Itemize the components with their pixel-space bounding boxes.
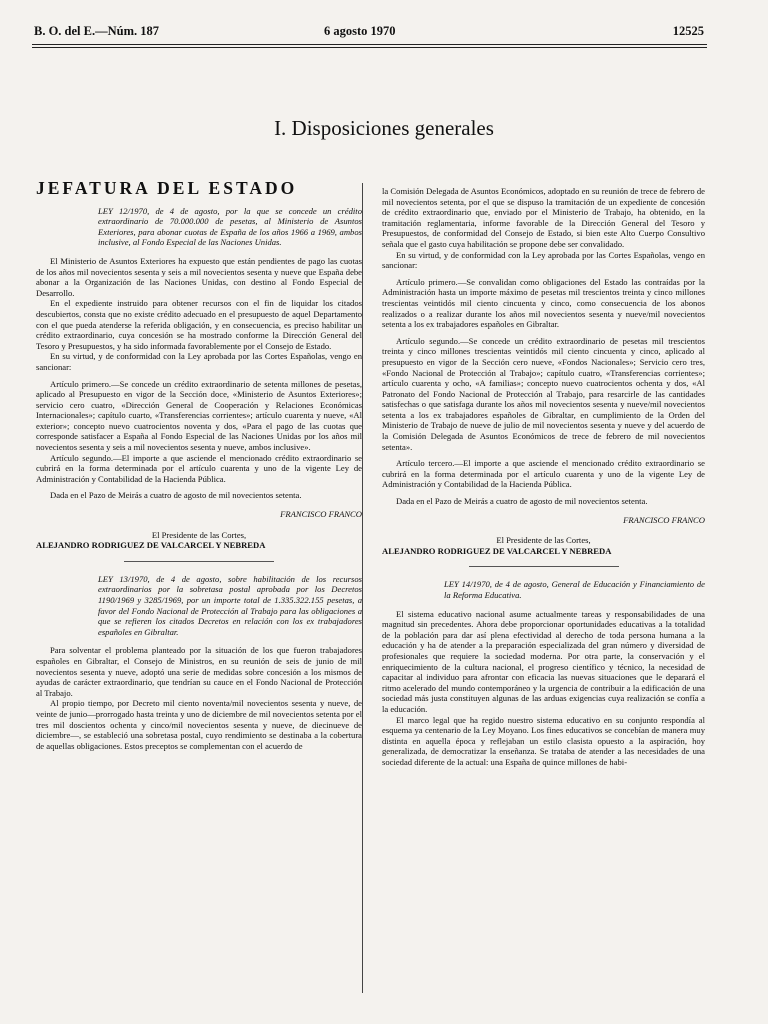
ley13-article-2: Artículo segundo.—Se concede un crédito extraordinario de pesetas mil trescientos treinta y cinco millones trescientas veintidós mil ciento cincuenta y cinco, aplicado al presupuesto en vigor de la Sección cero nueve, «Fondos Nacionales»; Servicio cero tres, «Fondo Nacional de Protección al Trabajo»; capítulo cuatro, «Transferencias corrientes»; artículo cuarenta y ocho, «A familias»; concepto nuevo cuatrocientos ochenta y dos, «Al Patronato del Fondo Nacional de Protección al Trabajo, para resarcirle de las cantidades satisfechas o que satisfaga durante los años mil novecientos sesenta y nueve/mil novecientos setenta a los ex trabajadores españoles de Gibraltar, en cumplimiento de la Orden del Ministerio de Trabajo de nueve de julio de mil novecientos sesenta y nueve y del acuerdo de la Comisión Delegada de Asuntos Económicos de trece de febrero de mil novecientos setenta».	[382, 335, 705, 452]
right-column	[382, 186, 705, 768]
ley12-article-1: Artículo primero.—Se concede un crédito extraordinario de setenta millones de pesetas, aplicado al Presupuesto en vigor de la Sección doce, «Ministerio de Asuntos Exteriores»; servicio cero cuatro, «Dirección General de Cooperación y Relaciones Económicas Internacionales»; capítulo cuarto, «Transferencias corrientes»; artículo cuarenta y nueve, «Al exterior»; concepto nuevo cuatrocientos noventa y dos, «Para el pago de las cuotas que corresponde satisfacer a España al Fondo Especial de las Naciones Unidas por los años mil novecientos sesenta y seis a mil novecientos sesenta y nueve, ambos inclusive».	[36, 378, 362, 453]
ley13-dada: Dada en el Pazo de Meirás a cuatro de agosto de mil novecientos setenta.	[396, 496, 648, 507]
header-rule	[32, 44, 707, 45]
jefatura-heading: JEFATURA DEL ESTADO	[36, 178, 298, 198]
ley12-paragraph-3: En su virtud, y de conformidad con la Ley aprobada por las Cortes Españolas, vengo en sancionar:	[36, 351, 362, 372]
ley14-title: LEY 14/1970, de 4 de agosto, General de Educación y Financiamiento de la Reforma Educativa.	[444, 579, 705, 600]
ley12-president-name: ALEJANDRO RODRIGUEZ DE VALCARCEL Y NEBREDA	[36, 540, 266, 551]
ley12-title: LEY 12/1970, de 4 de agosto, por la que se concede un crédito extraordinario de 70.000.000 de pesetas, al Ministerio de Asuntos Exteriores, para abonar cuotas de España de los años 1966 a 1969, ambos inclusive, al Fondo Especial de las Naciones Unidas.	[98, 205, 362, 248]
header-issue: B. O. del E.—Núm. 187	[34, 24, 160, 38]
ley13-article-3: Artículo tercero.—El importe a que asciende el mencionado crédito extraordinario se cubrirá en la forma determinada por el artículo cuarenta y uno de la vigente Ley de Administración y Contabilidad de la Hacienda Pública.	[382, 458, 705, 490]
ley12-paragraph-2: En el expediente instruido para obtener recursos con el fin de liquidar los citados descubiertos, consta que no existe crédito adecuado en el presupuesto de aquel Departamento con el que pueda atenderse la referida obligación, y en consecuencia, es preciso habilitar un crédito extraordinario, cuya concesión se ha mostrado conforme la Dirección General del Tesoro y Presupuestos, y ha sido informada favorablemente por el Consejo de Estado.	[36, 298, 362, 351]
ley13-virtud: En su virtud, y de conformidad con la Ley aprobada por las Cortes Españolas, vengo en sancionar:	[382, 249, 705, 271]
ley14-paragraph-1: El sistema educativo nacional asume actualmente tareas y responsabilidades de una magnitud sin precedentes. Ahora debe proporcionar oportunidades educativas a la totalidad de la población para dar así plena efectividad al derecho de toda persona humana a la educación y ha de atender a la preparación especializada del gran número y diversidad de profesionales que requiere la sociedad moderna. Por otra parte, la conservación y el enriquecimiento de la cultura nacional, el progreso científico y técnico, la necesidad de capacitar al individuo para afrontar con eficacia las nuevas situaciones que le deparará el ritmo acelerado del mundo contemporáneo y la urgencia de contribuir a la edificación de una sociedad más justa constituyen algunas de las arduas exigencias cuya realización se confía a la educación.	[382, 608, 705, 714]
ley12-president-title: El Presidente de las Cortes,	[151, 529, 247, 540]
ley13-title: LEY 13/1970, de 4 de agosto, sobre habilitación de los recursos extraordinarios por la sobretasa postal aprobada por los Decretos 1190/1969 y 3285/1969, por un importe total de 1.335.322.155 pesetas, a favor del Fondo Nacional de Protección al Trabajo para las obligaciones a que se refieren los citados Decretos en relación con los ex trabajadores españoles en Gibraltar.	[98, 573, 362, 637]
page-header	[34, 24, 704, 42]
ley13-paragraph-2: Al propio tiempo, por Decreto mil ciento noventa/mil novecientos sesenta y nueve, de veinte de junio—prorrogado hasta treinta y uno de diciembre de mil novecientos setenta por el tres mil doscientos ochenta y cinco/mil novecientos sesenta y nueve, de diecinueve de diciembre—, se estableció una sobretasa postal, cuyo rendimiento se destinaba a la cobertura de aquellas obligaciones. Estos preceptos se complementan con el acuerdo de	[36, 698, 362, 751]
ley12-signature: FRANCISCO FRANCO	[280, 509, 362, 520]
ley13-paragraph-1: Para solventar el problema planteado por la situación de los que fueron trabajadores españoles en Gibraltar, el Consejo de Ministros, en su reunión de seis de junio de mil novecientos sesenta y nueve, adoptó una serie de medidas sobre concesión a los mismos de ayudas de carácter extraordinario, que tendrían su cauce en el Fondo Nacional de Protección al Trabajo.	[36, 645, 362, 698]
column-divider	[362, 183, 363, 993]
ley12-paragraph-1: El Ministerio de Asuntos Exteriores ha expuesto que están pendientes de pago las cuotas de los años mil novecientos sesenta y seis a mil novecientos sesenta y nueve que España debe abonar a la Organización de las Naciones Unidas, con destino al Fondo Especial de Desarrollo.	[36, 255, 362, 298]
separator	[469, 566, 619, 567]
ley12-dada: Dada en el Pazo de Meirás a cuatro de agosto de mil novecientos setenta.	[50, 490, 302, 501]
header-rule-2	[32, 47, 707, 48]
separator	[124, 561, 274, 562]
ley12-article-2: Artículo segundo.—El importe a que asciende el mencionado crédito extraordinario se cubrirá en la forma determinada por el artículo cuarenta y uno de la vigente Ley de Administración y Contabilidad de la Hacienda Pública.	[36, 452, 362, 484]
header-page-number: 12525	[672, 24, 704, 38]
header-date: 6 agosto 1970	[324, 24, 396, 38]
ley13-article-1: Artículo primero.—Se convalidan como obligaciones del Estado las contraídas por la Administración hasta un importe máximo de pesetas mil trescientos treinta y cinco millones trescientas veintidós mil ciento cincuenta y cinco, como consecuencia de los abonos realizados o a realizar durante los años mil novecientos sesenta y nueve/mil novecientos setenta a los ex trabajadores españoles en Gibraltar.	[382, 276, 705, 330]
ley14-paragraph-2: El marco legal que ha regido nuestro sistema educativo en su conjunto respondía al esquema ya centenario de la Ley Moyano. Los fines educativos se concebían de manera muy distinta en aquella época y reflejaban un estilo clasista opuesto a la aspiración, hoy generalizada, de democratizar la enseñanza. Se trataba de atender a las necesidades de una sociedad diferente de la actual: una España de quince millones de habi-	[382, 714, 705, 767]
section-title: I. Disposiciones generales	[274, 116, 494, 140]
ley13-continuation: la Comisión Delegada de Asuntos Económicos, adoptado en su reunión de trece de febrero de mil novecientos setenta, por el que se dispuso la tramitación de un expediente de concesión de crédito extraordinario que, enviado por el Ministerio de Trabajo, ha obtenido, en la tramitación reglamentaria, informe favorable de la Dirección General del Tesoro y Presupuestos, de conformidad del Consejo de Estado, si bien este Alto Cuerpo Consultivo señala que el gasto cuya habilitación se propone debe ser convalidado.	[382, 186, 705, 249]
ley13-president-name: ALEJANDRO RODRIGUEZ DE VALCARCEL Y NEBREDA	[382, 545, 612, 556]
ley13-president-title: El Presidente de las Cortes,	[496, 535, 591, 546]
ley13-signature: FRANCISCO FRANCO	[623, 514, 705, 525]
left-column	[36, 178, 362, 751]
